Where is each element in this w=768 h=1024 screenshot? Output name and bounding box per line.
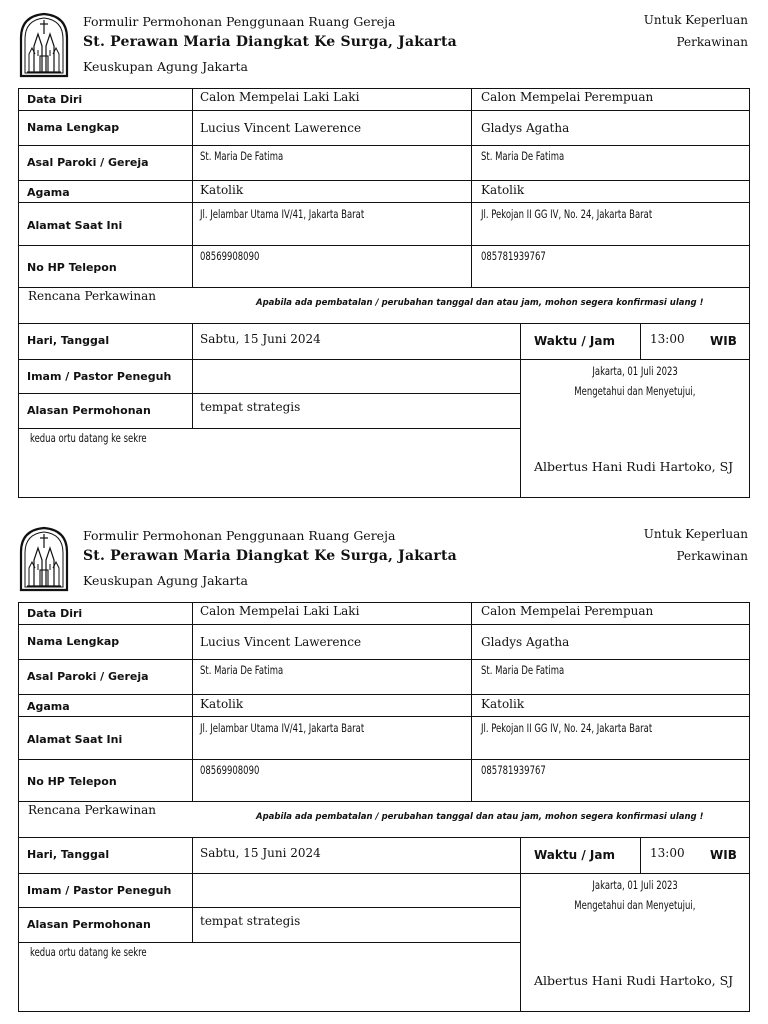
row-label-name: Nama Lengkap — [27, 121, 120, 134]
groom-parish: St. Maria De Fatima — [200, 663, 284, 677]
reason-label: Alasan Permohonan — [27, 918, 151, 931]
form-table — [18, 602, 750, 1012]
bride-parish: St. Maria De Fatima — [481, 149, 565, 163]
bride-name: Gladys Agatha — [481, 635, 570, 649]
col-header-groom: Calon Mempelai Laki Laki — [200, 604, 360, 618]
bride-name: Gladys Agatha — [481, 121, 570, 135]
request-form — [0, 0, 768, 500]
diocese-name: Keuskupan Agung Jakarta — [83, 573, 249, 588]
time-value: 13:00 — [650, 332, 685, 346]
col-header-label: Data Diri — [27, 93, 83, 106]
bride-phone: 085781939767 — [481, 763, 546, 777]
diocese-name: Keuskupan Agung Jakarta — [83, 59, 249, 74]
purpose-line-1: Untuk Keperluan — [643, 13, 748, 27]
groom-parish: St. Maria De Fatima — [200, 149, 284, 163]
col-header-label: Data Diri — [27, 607, 83, 620]
bride-address: Jl. Pekojan II GG IV, No. 24, Jakarta Barat — [481, 721, 653, 735]
col-header-groom: Calon Mempelai Laki Laki — [200, 90, 360, 104]
day-date-label: Hari, Tanggal — [27, 334, 110, 347]
bride-address: Jl. Pekojan II GG IV, No. 24, Jakarta Barat — [481, 207, 653, 221]
time-zone: WIB — [710, 334, 737, 348]
row-label-address: Alamat Saat Ini — [27, 733, 123, 746]
time-value: 13:00 — [650, 846, 685, 860]
church-logo-icon — [18, 526, 70, 592]
col-header-bride: Calon Mempelai Perempuan — [481, 604, 654, 618]
time-zone: WIB — [710, 848, 737, 862]
confirmation-note: Apabila ada pembatalan / perubahan tanggal dan atau jam, mohon segera konfirmasi ulang ! — [256, 812, 704, 822]
groom-religion: Katolik — [200, 697, 244, 711]
church-logo-icon — [18, 12, 70, 78]
bride-parish: St. Maria De Fatima — [481, 663, 565, 677]
purpose-label — [598, 523, 748, 567]
approval-date-wrap — [520, 362, 750, 380]
plan-title: Rencana Perkawinan — [28, 803, 156, 817]
row-label-phone: No HP Telepon — [27, 775, 117, 788]
reason-value: tempat strategis — [200, 914, 301, 928]
bride-religion: Katolik — [481, 183, 525, 197]
groom-phone: 08569908090 — [200, 763, 260, 777]
priest-label: Imam / Pastor Peneguh — [27, 884, 172, 897]
groom-name: Lucius Vincent Lawerence — [200, 121, 362, 135]
request-form — [0, 514, 768, 1014]
reason-value: tempat strategis — [200, 400, 301, 414]
approval-text-wrap — [520, 382, 750, 400]
bride-religion: Katolik — [481, 697, 525, 711]
approval-text: Mengetahui dan Menyetujui, — [574, 898, 696, 912]
approver-name: Albertus Hani Rudi Hartoko, SJ — [534, 459, 734, 474]
row-label-phone: No HP Telepon — [27, 261, 117, 274]
approval-text: Mengetahui dan Menyetujui, — [574, 384, 696, 398]
row-label-name: Nama Lengkap — [27, 635, 120, 648]
purpose-line-2: Perkawinan — [676, 35, 748, 49]
church-name: St. Perawan Maria Diangkat Ke Surga, Jakarta — [83, 34, 457, 50]
plan-title: Rencana Perkawinan — [28, 289, 156, 303]
groom-address: Jl. Jelambar Utama IV/41, Jakarta Barat — [200, 721, 365, 735]
approval-date: Jakarta, 01 Juli 2023 — [592, 364, 678, 378]
day-date-value: Sabtu, 15 Juni 2024 — [200, 332, 321, 346]
groom-address: Jl. Jelambar Utama IV/41, Jakarta Barat — [200, 207, 365, 221]
remark: kedua ortu datang ke sekre — [30, 945, 147, 959]
form-title: Formulir Permohonan Penggunaan Ruang Gereja — [83, 528, 396, 543]
day-date-value: Sabtu, 15 Juni 2024 — [200, 846, 321, 860]
approver-name: Albertus Hani Rudi Hartoko, SJ — [534, 973, 734, 988]
time-label: Waktu / Jam — [534, 848, 615, 862]
row-label-religion: Agama — [27, 700, 70, 713]
remark: kedua ortu datang ke sekre — [30, 431, 147, 445]
form-table — [18, 88, 750, 498]
church-name: St. Perawan Maria Diangkat Ke Surga, Jakarta — [83, 548, 457, 564]
groom-name: Lucius Vincent Lawerence — [200, 635, 362, 649]
row-label-religion: Agama — [27, 186, 70, 199]
confirmation-note: Apabila ada pembatalan / perubahan tanggal dan atau jam, mohon segera konfirmasi ulang ! — [256, 298, 704, 308]
col-header-bride: Calon Mempelai Perempuan — [481, 90, 654, 104]
row-label-parish: Asal Paroki / Gereja — [27, 670, 149, 683]
priest-label: Imam / Pastor Peneguh — [27, 370, 172, 383]
time-label: Waktu / Jam — [534, 334, 615, 348]
reason-label: Alasan Permohonan — [27, 404, 151, 417]
groom-phone: 08569908090 — [200, 249, 260, 263]
bride-phone: 085781939767 — [481, 249, 546, 263]
purpose-label — [598, 9, 748, 53]
approval-date: Jakarta, 01 Juli 2023 — [592, 878, 678, 892]
groom-religion: Katolik — [200, 183, 244, 197]
approval-date-wrap — [520, 876, 750, 894]
purpose-line-2: Perkawinan — [676, 549, 748, 563]
approval-text-wrap — [520, 896, 750, 914]
form-title: Formulir Permohonan Penggunaan Ruang Gereja — [83, 14, 396, 29]
purpose-line-1: Untuk Keperluan — [643, 527, 748, 541]
row-label-address: Alamat Saat Ini — [27, 219, 123, 232]
row-label-parish: Asal Paroki / Gereja — [27, 156, 149, 169]
day-date-label: Hari, Tanggal — [27, 848, 110, 861]
